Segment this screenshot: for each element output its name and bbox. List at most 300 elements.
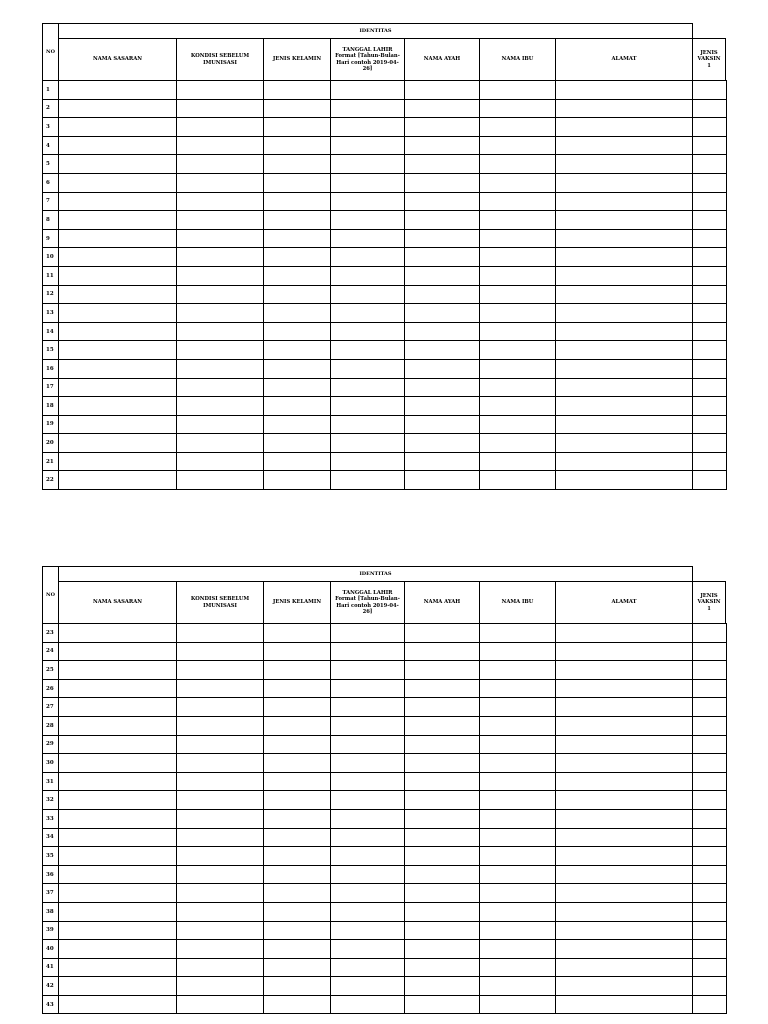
- cell-jenis-kelamin[interactable]: [264, 940, 331, 959]
- cell-nama-ibu[interactable]: [480, 248, 556, 267]
- cell-nama-ibu[interactable]: [480, 304, 556, 323]
- cell-nama-ibu[interactable]: [480, 471, 556, 490]
- cell-jenis-vaksin-1[interactable]: [693, 434, 727, 453]
- cell-nama-ibu[interactable]: [480, 192, 556, 211]
- cell-alamat[interactable]: [556, 624, 693, 643]
- cell-tanggal-lahir[interactable]: [331, 679, 405, 698]
- cell-jenis-vaksin-1[interactable]: [693, 716, 727, 735]
- cell-jenis-vaksin-1[interactable]: [693, 471, 727, 490]
- cell-nama-ayah[interactable]: [405, 772, 480, 791]
- cell-jenis-vaksin-1[interactable]: [693, 452, 727, 471]
- cell-nama-sasaran[interactable]: [59, 397, 177, 416]
- cell-jenis-kelamin[interactable]: [264, 958, 331, 977]
- cell-nama-sasaran[interactable]: [59, 378, 177, 397]
- cell-jenis-vaksin-1[interactable]: [693, 661, 727, 680]
- cell-jenis-vaksin-1[interactable]: [693, 415, 727, 434]
- cell-kondisi-sebelum-imunisasi[interactable]: [177, 754, 264, 773]
- cell-tanggal-lahir[interactable]: [331, 642, 405, 661]
- cell-nama-sasaran[interactable]: [59, 902, 177, 921]
- cell-jenis-kelamin[interactable]: [264, 809, 331, 828]
- cell-alamat[interactable]: [556, 136, 693, 155]
- cell-nama-ayah[interactable]: [405, 847, 480, 866]
- cell-kondisi-sebelum-imunisasi[interactable]: [177, 735, 264, 754]
- cell-jenis-kelamin[interactable]: [264, 322, 331, 341]
- cell-nama-sasaran[interactable]: [59, 809, 177, 828]
- cell-nama-ibu[interactable]: [480, 884, 556, 903]
- cell-nama-sasaran[interactable]: [59, 434, 177, 453]
- cell-nama-ayah[interactable]: [405, 940, 480, 959]
- cell-kondisi-sebelum-imunisasi[interactable]: [177, 248, 264, 267]
- cell-tanggal-lahir[interactable]: [331, 884, 405, 903]
- cell-kondisi-sebelum-imunisasi[interactable]: [177, 865, 264, 884]
- cell-jenis-kelamin[interactable]: [264, 304, 331, 323]
- cell-nama-sasaran[interactable]: [59, 285, 177, 304]
- cell-alamat[interactable]: [556, 322, 693, 341]
- cell-alamat[interactable]: [556, 921, 693, 940]
- cell-jenis-kelamin[interactable]: [264, 679, 331, 698]
- cell-alamat[interactable]: [556, 642, 693, 661]
- cell-jenis-kelamin[interactable]: [264, 173, 331, 192]
- cell-nama-sasaran[interactable]: [59, 940, 177, 959]
- cell-jenis-vaksin-1[interactable]: [693, 791, 727, 810]
- cell-jenis-vaksin-1[interactable]: [693, 884, 727, 903]
- cell-alamat[interactable]: [556, 397, 693, 416]
- cell-nama-sasaran[interactable]: [59, 716, 177, 735]
- cell-nama-ibu[interactable]: [480, 397, 556, 416]
- cell-nama-ayah[interactable]: [405, 679, 480, 698]
- cell-nama-sasaran[interactable]: [59, 958, 177, 977]
- cell-alamat[interactable]: [556, 716, 693, 735]
- cell-kondisi-sebelum-imunisasi[interactable]: [177, 136, 264, 155]
- cell-kondisi-sebelum-imunisasi[interactable]: [177, 173, 264, 192]
- cell-nama-ibu[interactable]: [480, 921, 556, 940]
- cell-kondisi-sebelum-imunisasi[interactable]: [177, 229, 264, 248]
- cell-jenis-vaksin-1[interactable]: [693, 266, 727, 285]
- cell-kondisi-sebelum-imunisasi[interactable]: [177, 81, 264, 100]
- cell-nama-sasaran[interactable]: [59, 229, 177, 248]
- cell-nama-ayah[interactable]: [405, 865, 480, 884]
- cell-jenis-kelamin[interactable]: [264, 378, 331, 397]
- cell-kondisi-sebelum-imunisasi[interactable]: [177, 266, 264, 285]
- cell-nama-ibu[interactable]: [480, 322, 556, 341]
- cell-tanggal-lahir[interactable]: [331, 211, 405, 230]
- cell-kondisi-sebelum-imunisasi[interactable]: [177, 378, 264, 397]
- cell-alamat[interactable]: [556, 229, 693, 248]
- cell-tanggal-lahir[interactable]: [331, 81, 405, 100]
- cell-nama-sasaran[interactable]: [59, 452, 177, 471]
- cell-nama-ayah[interactable]: [405, 415, 480, 434]
- cell-nama-sasaran[interactable]: [59, 211, 177, 230]
- cell-nama-sasaran[interactable]: [59, 192, 177, 211]
- cell-nama-ibu[interactable]: [480, 809, 556, 828]
- cell-jenis-kelamin[interactable]: [264, 452, 331, 471]
- cell-alamat[interactable]: [556, 118, 693, 137]
- cell-jenis-vaksin-1[interactable]: [693, 940, 727, 959]
- cell-kondisi-sebelum-imunisasi[interactable]: [177, 322, 264, 341]
- cell-nama-ayah[interactable]: [405, 809, 480, 828]
- cell-tanggal-lahir[interactable]: [331, 322, 405, 341]
- cell-tanggal-lahir[interactable]: [331, 772, 405, 791]
- cell-nama-ibu[interactable]: [480, 754, 556, 773]
- cell-nama-sasaran[interactable]: [59, 341, 177, 360]
- cell-jenis-kelamin[interactable]: [264, 81, 331, 100]
- cell-kondisi-sebelum-imunisasi[interactable]: [177, 847, 264, 866]
- cell-jenis-vaksin-1[interactable]: [693, 921, 727, 940]
- cell-nama-ibu[interactable]: [480, 940, 556, 959]
- cell-jenis-vaksin-1[interactable]: [693, 828, 727, 847]
- cell-nama-ayah[interactable]: [405, 977, 480, 996]
- cell-jenis-vaksin-1[interactable]: [693, 248, 727, 267]
- cell-alamat[interactable]: [556, 359, 693, 378]
- cell-nama-ibu[interactable]: [480, 118, 556, 137]
- cell-alamat[interactable]: [556, 754, 693, 773]
- cell-kondisi-sebelum-imunisasi[interactable]: [177, 940, 264, 959]
- cell-jenis-vaksin-1[interactable]: [693, 192, 727, 211]
- cell-tanggal-lahir[interactable]: [331, 661, 405, 680]
- cell-alamat[interactable]: [556, 452, 693, 471]
- cell-nama-ibu[interactable]: [480, 285, 556, 304]
- cell-jenis-kelamin[interactable]: [264, 248, 331, 267]
- cell-jenis-kelamin[interactable]: [264, 716, 331, 735]
- cell-alamat[interactable]: [556, 958, 693, 977]
- cell-jenis-kelamin[interactable]: [264, 471, 331, 490]
- cell-tanggal-lahir[interactable]: [331, 735, 405, 754]
- cell-alamat[interactable]: [556, 248, 693, 267]
- cell-jenis-kelamin[interactable]: [264, 661, 331, 680]
- cell-jenis-kelamin[interactable]: [264, 698, 331, 717]
- cell-jenis-kelamin[interactable]: [264, 434, 331, 453]
- cell-nama-ibu[interactable]: [480, 266, 556, 285]
- cell-alamat[interactable]: [556, 977, 693, 996]
- cell-nama-ibu[interactable]: [480, 415, 556, 434]
- cell-tanggal-lahir[interactable]: [331, 397, 405, 416]
- cell-jenis-vaksin-1[interactable]: [693, 698, 727, 717]
- cell-nama-sasaran[interactable]: [59, 99, 177, 118]
- cell-nama-sasaran[interactable]: [59, 173, 177, 192]
- cell-nama-ayah[interactable]: [405, 229, 480, 248]
- cell-jenis-kelamin[interactable]: [264, 754, 331, 773]
- cell-nama-ibu[interactable]: [480, 828, 556, 847]
- cell-nama-sasaran[interactable]: [59, 136, 177, 155]
- cell-jenis-kelamin[interactable]: [264, 772, 331, 791]
- cell-alamat[interactable]: [556, 304, 693, 323]
- cell-jenis-vaksin-1[interactable]: [693, 642, 727, 661]
- cell-kondisi-sebelum-imunisasi[interactable]: [177, 828, 264, 847]
- cell-nama-ayah[interactable]: [405, 791, 480, 810]
- cell-kondisi-sebelum-imunisasi[interactable]: [177, 99, 264, 118]
- cell-nama-ayah[interactable]: [405, 624, 480, 643]
- cell-nama-ibu[interactable]: [480, 155, 556, 174]
- cell-jenis-kelamin[interactable]: [264, 921, 331, 940]
- cell-tanggal-lahir[interactable]: [331, 229, 405, 248]
- cell-alamat[interactable]: [556, 828, 693, 847]
- cell-kondisi-sebelum-imunisasi[interactable]: [177, 155, 264, 174]
- cell-kondisi-sebelum-imunisasi[interactable]: [177, 921, 264, 940]
- cell-alamat[interactable]: [556, 285, 693, 304]
- cell-nama-sasaran[interactable]: [59, 248, 177, 267]
- cell-nama-ayah[interactable]: [405, 884, 480, 903]
- cell-nama-sasaran[interactable]: [59, 359, 177, 378]
- cell-nama-ayah[interactable]: [405, 958, 480, 977]
- cell-alamat[interactable]: [556, 865, 693, 884]
- cell-nama-sasaran[interactable]: [59, 266, 177, 285]
- cell-jenis-kelamin[interactable]: [264, 735, 331, 754]
- cell-kondisi-sebelum-imunisasi[interactable]: [177, 192, 264, 211]
- cell-jenis-vaksin-1[interactable]: [693, 809, 727, 828]
- cell-nama-ayah[interactable]: [405, 698, 480, 717]
- cell-nama-ibu[interactable]: [480, 735, 556, 754]
- cell-jenis-vaksin-1[interactable]: [693, 99, 727, 118]
- cell-nama-sasaran[interactable]: [59, 679, 177, 698]
- cell-tanggal-lahir[interactable]: [331, 828, 405, 847]
- cell-jenis-kelamin[interactable]: [264, 828, 331, 847]
- cell-alamat[interactable]: [556, 81, 693, 100]
- cell-nama-sasaran[interactable]: [59, 81, 177, 100]
- cell-tanggal-lahir[interactable]: [331, 471, 405, 490]
- cell-nama-sasaran[interactable]: [59, 698, 177, 717]
- cell-tanggal-lahir[interactable]: [331, 248, 405, 267]
- cell-nama-ibu[interactable]: [480, 81, 556, 100]
- cell-jenis-vaksin-1[interactable]: [693, 81, 727, 100]
- cell-jenis-vaksin-1[interactable]: [693, 754, 727, 773]
- cell-alamat[interactable]: [556, 847, 693, 866]
- cell-kondisi-sebelum-imunisasi[interactable]: [177, 642, 264, 661]
- cell-jenis-kelamin[interactable]: [264, 847, 331, 866]
- cell-kondisi-sebelum-imunisasi[interactable]: [177, 624, 264, 643]
- cell-jenis-vaksin-1[interactable]: [693, 378, 727, 397]
- cell-kondisi-sebelum-imunisasi[interactable]: [177, 415, 264, 434]
- cell-tanggal-lahir[interactable]: [331, 136, 405, 155]
- cell-nama-ibu[interactable]: [480, 173, 556, 192]
- cell-nama-ibu[interactable]: [480, 865, 556, 884]
- cell-jenis-vaksin-1[interactable]: [693, 772, 727, 791]
- cell-jenis-vaksin-1[interactable]: [693, 229, 727, 248]
- cell-alamat[interactable]: [556, 99, 693, 118]
- cell-jenis-vaksin-1[interactable]: [693, 211, 727, 230]
- cell-nama-ayah[interactable]: [405, 136, 480, 155]
- cell-jenis-kelamin[interactable]: [264, 229, 331, 248]
- cell-alamat[interactable]: [556, 434, 693, 453]
- cell-alamat[interactable]: [556, 995, 693, 1014]
- cell-tanggal-lahir[interactable]: [331, 192, 405, 211]
- cell-alamat[interactable]: [556, 902, 693, 921]
- cell-nama-sasaran[interactable]: [59, 772, 177, 791]
- cell-nama-ayah[interactable]: [405, 99, 480, 118]
- cell-jenis-kelamin[interactable]: [264, 995, 331, 1014]
- cell-alamat[interactable]: [556, 698, 693, 717]
- cell-tanggal-lahir[interactable]: [331, 958, 405, 977]
- cell-alamat[interactable]: [556, 155, 693, 174]
- cell-nama-ibu[interactable]: [480, 679, 556, 698]
- cell-nama-ibu[interactable]: [480, 902, 556, 921]
- cell-jenis-kelamin[interactable]: [264, 266, 331, 285]
- cell-nama-ayah[interactable]: [405, 118, 480, 137]
- cell-jenis-vaksin-1[interactable]: [693, 902, 727, 921]
- cell-jenis-vaksin-1[interactable]: [693, 118, 727, 137]
- cell-jenis-vaksin-1[interactable]: [693, 977, 727, 996]
- cell-tanggal-lahir[interactable]: [331, 847, 405, 866]
- cell-tanggal-lahir[interactable]: [331, 698, 405, 717]
- cell-jenis-vaksin-1[interactable]: [693, 995, 727, 1014]
- cell-kondisi-sebelum-imunisasi[interactable]: [177, 995, 264, 1014]
- cell-alamat[interactable]: [556, 192, 693, 211]
- cell-nama-ayah[interactable]: [405, 642, 480, 661]
- cell-jenis-vaksin-1[interactable]: [693, 958, 727, 977]
- cell-kondisi-sebelum-imunisasi[interactable]: [177, 661, 264, 680]
- cell-nama-sasaran[interactable]: [59, 118, 177, 137]
- cell-alamat[interactable]: [556, 471, 693, 490]
- cell-nama-ayah[interactable]: [405, 902, 480, 921]
- cell-nama-sasaran[interactable]: [59, 921, 177, 940]
- cell-nama-ayah[interactable]: [405, 81, 480, 100]
- cell-nama-ayah[interactable]: [405, 434, 480, 453]
- cell-alamat[interactable]: [556, 809, 693, 828]
- cell-nama-ayah[interactable]: [405, 285, 480, 304]
- cell-kondisi-sebelum-imunisasi[interactable]: [177, 716, 264, 735]
- cell-nama-ayah[interactable]: [405, 995, 480, 1014]
- cell-nama-sasaran[interactable]: [59, 735, 177, 754]
- cell-alamat[interactable]: [556, 661, 693, 680]
- cell-jenis-kelamin[interactable]: [264, 865, 331, 884]
- cell-nama-sasaran[interactable]: [59, 754, 177, 773]
- cell-nama-ibu[interactable]: [480, 977, 556, 996]
- cell-nama-ibu[interactable]: [480, 434, 556, 453]
- cell-nama-ayah[interactable]: [405, 322, 480, 341]
- cell-tanggal-lahir[interactable]: [331, 173, 405, 192]
- cell-nama-sasaran[interactable]: [59, 884, 177, 903]
- cell-nama-ibu[interactable]: [480, 136, 556, 155]
- cell-tanggal-lahir[interactable]: [331, 716, 405, 735]
- cell-nama-sasaran[interactable]: [59, 865, 177, 884]
- cell-tanggal-lahir[interactable]: [331, 809, 405, 828]
- cell-jenis-vaksin-1[interactable]: [693, 322, 727, 341]
- cell-nama-ayah[interactable]: [405, 211, 480, 230]
- cell-jenis-vaksin-1[interactable]: [693, 359, 727, 378]
- cell-alamat[interactable]: [556, 884, 693, 903]
- cell-alamat[interactable]: [556, 735, 693, 754]
- cell-jenis-vaksin-1[interactable]: [693, 735, 727, 754]
- cell-kondisi-sebelum-imunisasi[interactable]: [177, 809, 264, 828]
- cell-nama-ibu[interactable]: [480, 642, 556, 661]
- cell-tanggal-lahir[interactable]: [331, 155, 405, 174]
- cell-kondisi-sebelum-imunisasi[interactable]: [177, 698, 264, 717]
- cell-kondisi-sebelum-imunisasi[interactable]: [177, 977, 264, 996]
- cell-jenis-vaksin-1[interactable]: [693, 304, 727, 323]
- cell-tanggal-lahir[interactable]: [331, 434, 405, 453]
- cell-tanggal-lahir[interactable]: [331, 902, 405, 921]
- cell-nama-sasaran[interactable]: [59, 304, 177, 323]
- cell-nama-sasaran[interactable]: [59, 791, 177, 810]
- cell-tanggal-lahir[interactable]: [331, 940, 405, 959]
- cell-nama-ibu[interactable]: [480, 958, 556, 977]
- cell-nama-ibu[interactable]: [480, 211, 556, 230]
- cell-jenis-kelamin[interactable]: [264, 624, 331, 643]
- cell-nama-ibu[interactable]: [480, 847, 556, 866]
- cell-nama-ibu[interactable]: [480, 624, 556, 643]
- cell-kondisi-sebelum-imunisasi[interactable]: [177, 452, 264, 471]
- cell-tanggal-lahir[interactable]: [331, 99, 405, 118]
- cell-alamat[interactable]: [556, 341, 693, 360]
- cell-tanggal-lahir[interactable]: [331, 118, 405, 137]
- cell-nama-sasaran[interactable]: [59, 828, 177, 847]
- cell-jenis-kelamin[interactable]: [264, 359, 331, 378]
- cell-tanggal-lahir[interactable]: [331, 452, 405, 471]
- cell-jenis-kelamin[interactable]: [264, 884, 331, 903]
- cell-tanggal-lahir[interactable]: [331, 624, 405, 643]
- cell-nama-sasaran[interactable]: [59, 415, 177, 434]
- cell-kondisi-sebelum-imunisasi[interactable]: [177, 397, 264, 416]
- cell-kondisi-sebelum-imunisasi[interactable]: [177, 434, 264, 453]
- cell-alamat[interactable]: [556, 415, 693, 434]
- cell-nama-ayah[interactable]: [405, 359, 480, 378]
- cell-jenis-kelamin[interactable]: [264, 192, 331, 211]
- cell-kondisi-sebelum-imunisasi[interactable]: [177, 359, 264, 378]
- cell-kondisi-sebelum-imunisasi[interactable]: [177, 341, 264, 360]
- cell-nama-ayah[interactable]: [405, 754, 480, 773]
- cell-kondisi-sebelum-imunisasi[interactable]: [177, 285, 264, 304]
- cell-jenis-vaksin-1[interactable]: [693, 136, 727, 155]
- cell-nama-ayah[interactable]: [405, 173, 480, 192]
- cell-jenis-kelamin[interactable]: [264, 285, 331, 304]
- cell-jenis-vaksin-1[interactable]: [693, 155, 727, 174]
- cell-alamat[interactable]: [556, 679, 693, 698]
- cell-nama-ibu[interactable]: [480, 378, 556, 397]
- cell-nama-ayah[interactable]: [405, 452, 480, 471]
- cell-nama-sasaran[interactable]: [59, 995, 177, 1014]
- cell-nama-sasaran[interactable]: [59, 624, 177, 643]
- cell-nama-ibu[interactable]: [480, 359, 556, 378]
- cell-nama-ayah[interactable]: [405, 397, 480, 416]
- cell-nama-ayah[interactable]: [405, 661, 480, 680]
- cell-jenis-vaksin-1[interactable]: [693, 173, 727, 192]
- cell-nama-ayah[interactable]: [405, 471, 480, 490]
- cell-nama-sasaran[interactable]: [59, 322, 177, 341]
- cell-nama-ayah[interactable]: [405, 735, 480, 754]
- cell-nama-sasaran[interactable]: [59, 977, 177, 996]
- cell-jenis-vaksin-1[interactable]: [693, 847, 727, 866]
- cell-nama-ibu[interactable]: [480, 698, 556, 717]
- cell-jenis-kelamin[interactable]: [264, 341, 331, 360]
- cell-kondisi-sebelum-imunisasi[interactable]: [177, 211, 264, 230]
- cell-kondisi-sebelum-imunisasi[interactable]: [177, 884, 264, 903]
- cell-nama-sasaran[interactable]: [59, 471, 177, 490]
- cell-nama-ibu[interactable]: [480, 661, 556, 680]
- cell-jenis-vaksin-1[interactable]: [693, 624, 727, 643]
- cell-kondisi-sebelum-imunisasi[interactable]: [177, 304, 264, 323]
- cell-nama-ibu[interactable]: [480, 99, 556, 118]
- cell-jenis-kelamin[interactable]: [264, 136, 331, 155]
- cell-nama-ayah[interactable]: [405, 828, 480, 847]
- cell-kondisi-sebelum-imunisasi[interactable]: [177, 772, 264, 791]
- cell-kondisi-sebelum-imunisasi[interactable]: [177, 679, 264, 698]
- cell-nama-ayah[interactable]: [405, 248, 480, 267]
- cell-jenis-kelamin[interactable]: [264, 397, 331, 416]
- cell-nama-sasaran[interactable]: [59, 155, 177, 174]
- cell-nama-sasaran[interactable]: [59, 661, 177, 680]
- cell-nama-ibu[interactable]: [480, 791, 556, 810]
- cell-jenis-vaksin-1[interactable]: [693, 285, 727, 304]
- cell-nama-ibu[interactable]: [480, 452, 556, 471]
- cell-tanggal-lahir[interactable]: [331, 791, 405, 810]
- cell-tanggal-lahir[interactable]: [331, 285, 405, 304]
- cell-jenis-kelamin[interactable]: [264, 791, 331, 810]
- cell-nama-ayah[interactable]: [405, 304, 480, 323]
- cell-jenis-vaksin-1[interactable]: [693, 679, 727, 698]
- cell-kondisi-sebelum-imunisasi[interactable]: [177, 958, 264, 977]
- cell-nama-sasaran[interactable]: [59, 642, 177, 661]
- cell-alamat[interactable]: [556, 266, 693, 285]
- cell-alamat[interactable]: [556, 772, 693, 791]
